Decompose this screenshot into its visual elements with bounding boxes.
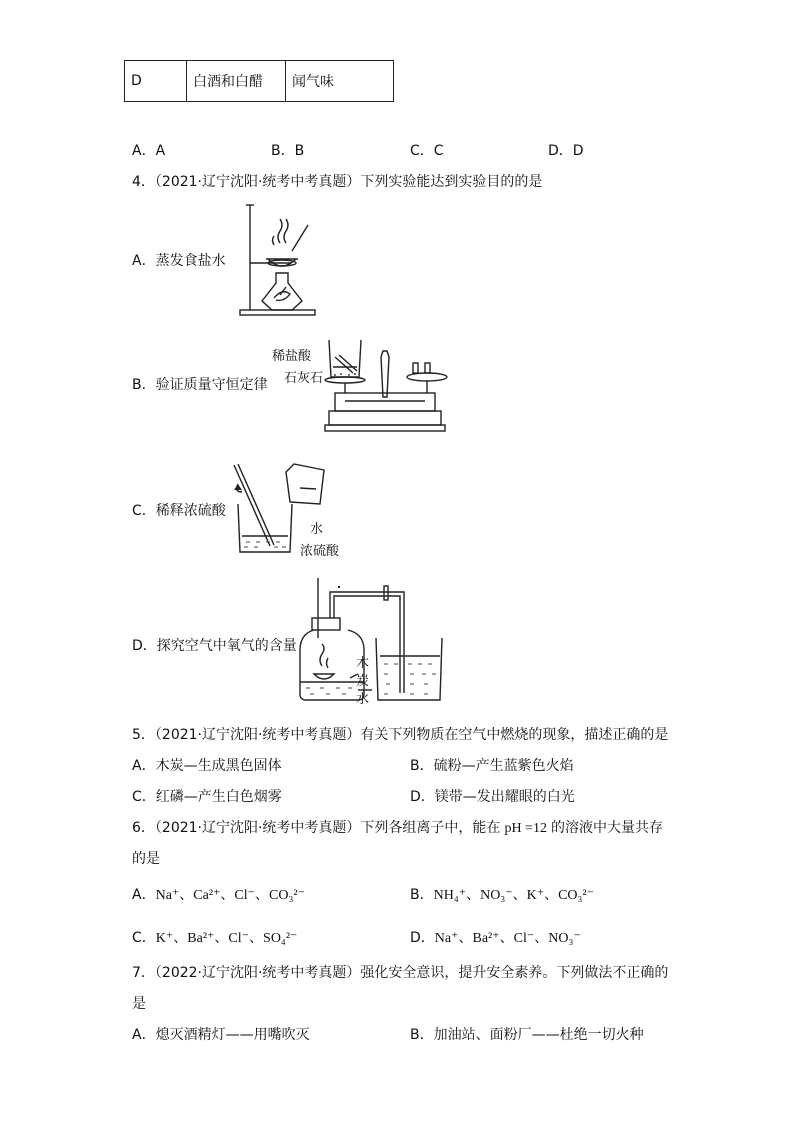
q6-option-a-ions: Na⁺、Ca²⁺、Cl⁻、CO₃²⁻ (155, 888, 305, 903)
q6-stem-c: 的是 (132, 851, 160, 867)
table-row (125, 61, 394, 102)
q3-option-c: C．C (410, 143, 444, 159)
q4-option-a: A．蒸发食盐水 (132, 253, 226, 269)
q6-option-a-label: A． (132, 887, 156, 903)
oxygen-content-figure (300, 578, 450, 706)
table-cell-letter: D (125, 61, 187, 102)
q6-stem-a: 6．（2021·辽宁沈阳·统考中考真题）下列各组离子中，能在 (132, 820, 501, 836)
q6-option-c (132, 928, 297, 949)
q5-option-d: D．镁带—发出耀眼的白光 (410, 789, 575, 805)
q5-option-c: C．红磷—产生白色烟雾 (132, 789, 282, 805)
q6-stem-b: 的溶液中大量共存 (550, 820, 663, 836)
q6-option-d-label: D． (410, 930, 435, 946)
table-cell-method: 闻气味 (286, 61, 394, 102)
label-charcoal-2: 炭 (356, 674, 370, 689)
q7-option-b: B．加油站、面粉厂——杜绝一切火种 (410, 1027, 644, 1043)
label-charcoal-1: 木 (356, 656, 370, 671)
q3-option-a: A．A (132, 143, 166, 159)
q7-stem-a: 7．（2022·辽宁沈阳·统考中考真题）强化安全意识，提升安全素养。下列做法不正确的 (132, 965, 669, 981)
q4-option-c: C．稀释浓硫酸 (132, 503, 226, 519)
label-hcl: 稀盐酸 (272, 349, 312, 364)
q4-option-d: D．探究空气中氧气的含量 (132, 638, 297, 654)
q5-stem: 5．（2021·辽宁沈阳·统考中考真题）有关下列物质在空气中燃烧的现象，描述正确的是 (132, 727, 669, 743)
balance-figure (325, 337, 445, 435)
q6-option-b-label: B． (410, 887, 434, 903)
q3-option-b: B．B (271, 143, 305, 159)
q6-option-d-ions: Na⁺、Ba²⁺、Cl⁻、NO₃⁻ (434, 931, 581, 946)
options-table (124, 60, 394, 102)
q3-option-d: D．D (548, 143, 584, 159)
q5-option-b: B．硫粉—产生蓝紫色火焰 (410, 758, 574, 774)
label-conc-acid: 浓硫酸 (300, 544, 340, 559)
label-water-2: 水 (356, 692, 370, 707)
q6-option-d (410, 928, 581, 949)
q6-option-a (132, 885, 305, 906)
q7-option-a: A．熄灭酒精灯——用嘴吹灭 (132, 1027, 310, 1043)
evaporation-apparatus-figure (236, 203, 326, 318)
q5-option-a: A．木炭—生成黑色固体 (132, 758, 282, 774)
q6-option-b (410, 885, 594, 906)
q6-option-c-label: C． (132, 930, 156, 946)
q6-option-c-ions: K⁺、Ba²⁺、Cl⁻、SO₄²⁻ (155, 931, 298, 946)
q4-option-b: B．验证质量守恒定律 (132, 377, 268, 393)
q6-option-b-ions: NH₄⁺、NO₃⁻、K⁺、CO₃²⁻ (433, 888, 595, 903)
label-water: 水 (310, 522, 324, 537)
table-cell-substance: 白酒和白醋 (187, 61, 286, 102)
label-limestone: 石灰石 (284, 371, 324, 386)
q6-ph: pH =12 (504, 821, 547, 836)
q6-stem (132, 818, 663, 839)
q4-stem: 4．（2021·辽宁沈阳·统考中考真题）下列实验能达到实验目的的是 (132, 174, 543, 190)
q7-stem-b: 是 (132, 996, 146, 1012)
